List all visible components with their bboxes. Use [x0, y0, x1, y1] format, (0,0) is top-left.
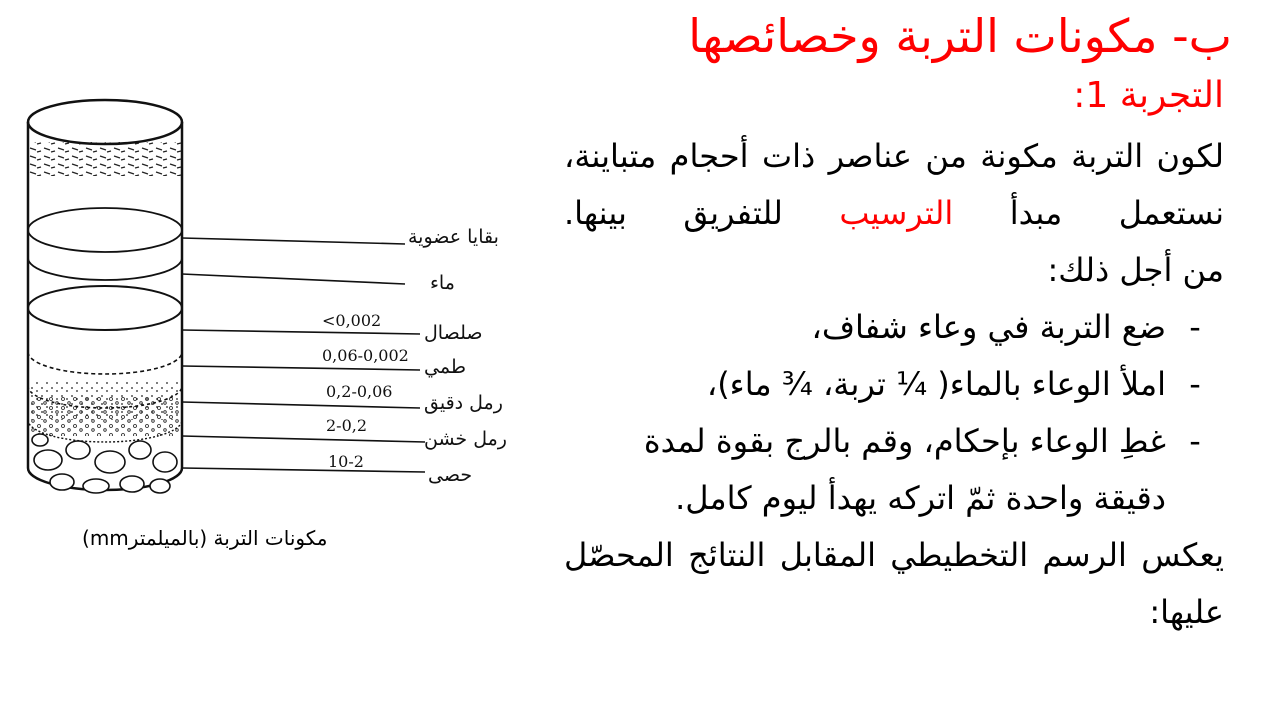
step-dash: -	[1189, 308, 1201, 346]
intro-paragraph	[564, 128, 1224, 242]
size-label-silt: 0,06-0,002	[322, 346, 409, 365]
diagram-caption: مكونات التربة (بالميلمترmm)	[82, 526, 328, 550]
layer-label-clay: صلصال	[424, 322, 483, 344]
size-label-coarse-sand: 2-0,2	[326, 416, 368, 435]
organic-layer	[28, 142, 182, 176]
soil-sedimentation-diagram	[0, 90, 560, 570]
step-text: املأ الوعاء بالماء( ¼ تربة، ¾ ماء)،	[706, 365, 1166, 403]
experiment-text	[564, 128, 1224, 641]
size-label-fine-sand: 0,2-0,06	[326, 382, 393, 401]
step-dash: -	[1189, 422, 1201, 460]
step-item	[564, 356, 1224, 413]
layer-label-organic: بقايا عضوية	[408, 226, 499, 248]
pebbles	[32, 434, 177, 493]
layer-label-fine-sand: رمل دقيق	[424, 392, 503, 414]
step-item	[564, 413, 1224, 527]
layer-label-gravel: حصى	[428, 464, 473, 486]
layer-label-coarse-sand: رمل خشن	[424, 428, 507, 450]
procedure-lead: من أجل ذلك:	[1047, 251, 1224, 289]
experiment-heading: التجربة 1:	[1073, 75, 1224, 116]
intro-part2: للتفريق بينها.	[564, 194, 840, 232]
size-label-clay: <0,002	[322, 311, 382, 330]
step-dash: -	[1189, 365, 1201, 403]
conclusion-paragraph: يعكس الرسم التخطيطي المقابل النتائج المحصّل عليها:	[564, 536, 1224, 631]
step-item	[564, 299, 1224, 356]
step-text: ضع التربة في وعاء شفاف،	[811, 308, 1166, 346]
sedimentation-term: الترسيب	[839, 194, 954, 232]
cylinder-top	[28, 100, 182, 144]
layer-label-silt: طمي	[424, 356, 466, 378]
page-title: ب- مكونات التربة وخصائصها	[688, 9, 1232, 63]
intro-part1: لكون التربة مكونة من عناصر ذات أحجام متباينة، نستعمل مبدأ	[564, 137, 1224, 232]
sediment-top	[28, 286, 182, 330]
step-text: غطِ الوعاء بإحكام، وقم بالرج بقوة لمدة دقيقة واحدة ثمّ اتركه يهدأ ليوم كامل.	[643, 422, 1166, 517]
size-label-gravel: 10-2	[328, 452, 364, 471]
layer-label-water: ماء	[430, 272, 455, 294]
